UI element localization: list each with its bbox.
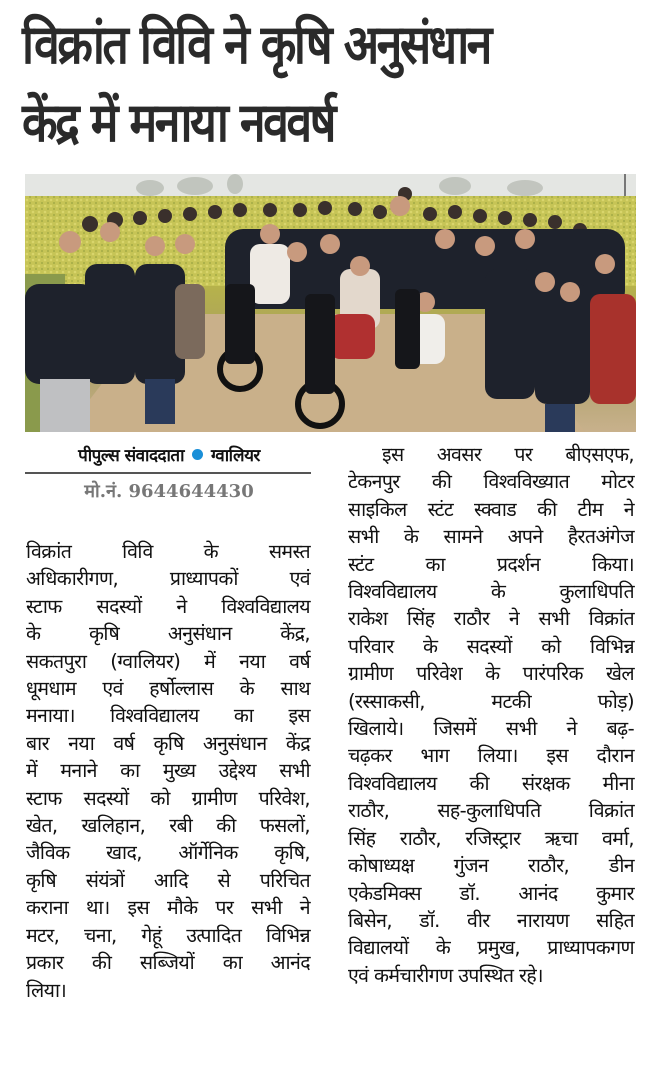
article-line: सिंह राठौर, रजिस्ट्रार ऋचा वर्मा,	[348, 826, 634, 850]
article-line: कोषाध्यक्ष गुंजन राठौर, डीन	[348, 854, 634, 878]
article-line: मनाया। विश्वविद्यालय का इस	[26, 704, 310, 728]
article-line: के कृषि अनुसंधान केंद्र,	[26, 622, 310, 646]
article-line: राकेश सिंह राठौर ने सभी विक्रांत	[348, 607, 634, 631]
article-line: (रस्साकसी, मटकी फोड़)	[348, 689, 634, 713]
bullet-dot-icon	[192, 449, 203, 460]
group-photo	[25, 174, 636, 432]
city-name: ग्वालियर	[211, 446, 260, 466]
byline	[28, 443, 310, 466]
article-line: सभी के सामने अपने हैरतअंगेज	[348, 525, 634, 549]
headline-line-1: विक्रांत विवि ने कृषि अनुसंधान	[22, 13, 490, 76]
headline	[22, 6, 555, 162]
byline-divider	[25, 472, 311, 474]
article-line: टेकनपुर की विश्वविख्यात मोटर	[348, 470, 634, 494]
article-line: एवं कर्मचारीगण उपस्थित रहे।	[348, 963, 543, 987]
article-line: में मनाने का मुख्य उद्देश्य सभी	[26, 759, 310, 783]
article-line: धूमधाम एवं हर्षोल्लास के साथ	[26, 677, 310, 701]
article-line: साइकिल स्टंट स्क्वाड की टीम ने	[348, 497, 634, 521]
article-line: खिलाये। जिसमें सभी ने बढ़-	[348, 717, 634, 741]
article-line: चढ़कर भाग लिया। इस दौरान	[348, 744, 634, 768]
article-line: कराना था। इस मौके पर सभी ने	[26, 896, 310, 920]
article-line: राठौर, सह-कुलाधिपति विक्रांत	[348, 799, 634, 823]
article-line: विक्रांत विवि के समस्त	[26, 540, 310, 563]
article-line: विद्यालयों के प्रमुख, प्राध्यापकगण	[348, 936, 634, 960]
article-line: लिया।	[26, 978, 67, 1002]
article-line: इस अवसर पर बीएसएफ,	[382, 443, 634, 466]
headline-line-2: केंद्र में मनाया नववर्ष	[22, 91, 334, 154]
article-line: स्टंट का प्रदर्शन किया।	[348, 552, 634, 576]
article-line: विश्वविद्यालय की संरक्षक मीना	[348, 771, 634, 795]
article-line: परिवार के सदस्यों को विभिन्न	[348, 634, 634, 658]
article-line: अधिकारीगण, प्राध्यापकों एवं	[26, 567, 310, 591]
article-line: एकेडमिक्स डॉ. आनंद कुमार	[348, 881, 634, 905]
article-right-column	[348, 441, 634, 989]
article-line: जैविक खाद, ऑर्गेनिक कृषि,	[26, 841, 310, 865]
article-line: कृषि संयंत्रों आदि से परिचित	[26, 868, 310, 892]
article-line: स्टाफ सदस्यों ने विश्वविद्यालय	[26, 594, 310, 618]
article-line: बार नया वर्ष कृषि अनुसंधान केंद्र	[26, 731, 310, 755]
article-left-column	[26, 538, 310, 1004]
article-line: प्रकार की सब्जियों का आनंद	[26, 951, 310, 975]
article-line: स्टाफ सदस्यों को ग्रामीण परिवेश,	[26, 786, 310, 810]
article-line: सकतपुरा (ग्वालियर) में नया वर्ष	[26, 649, 310, 673]
article-line: ग्रामीण परिवेश के पारंपरिक खेल	[348, 662, 634, 686]
reporter-phone: मो.नं. 9644644430	[84, 481, 254, 502]
article-line: विश्वविद्यालय के कुलाधिपति	[348, 580, 634, 604]
reporter-name: पीपुल्स संवाददाता	[78, 446, 185, 466]
article-line: खेत, खलिहान, रबी की फसलों,	[26, 814, 310, 838]
article-line: बिसेन, डॉ. वीर नारायण सहित	[348, 908, 634, 932]
group-photo-image	[25, 174, 636, 432]
article-line: मटर, चना, गेहूं उत्पादित विभिन्न	[26, 923, 310, 947]
